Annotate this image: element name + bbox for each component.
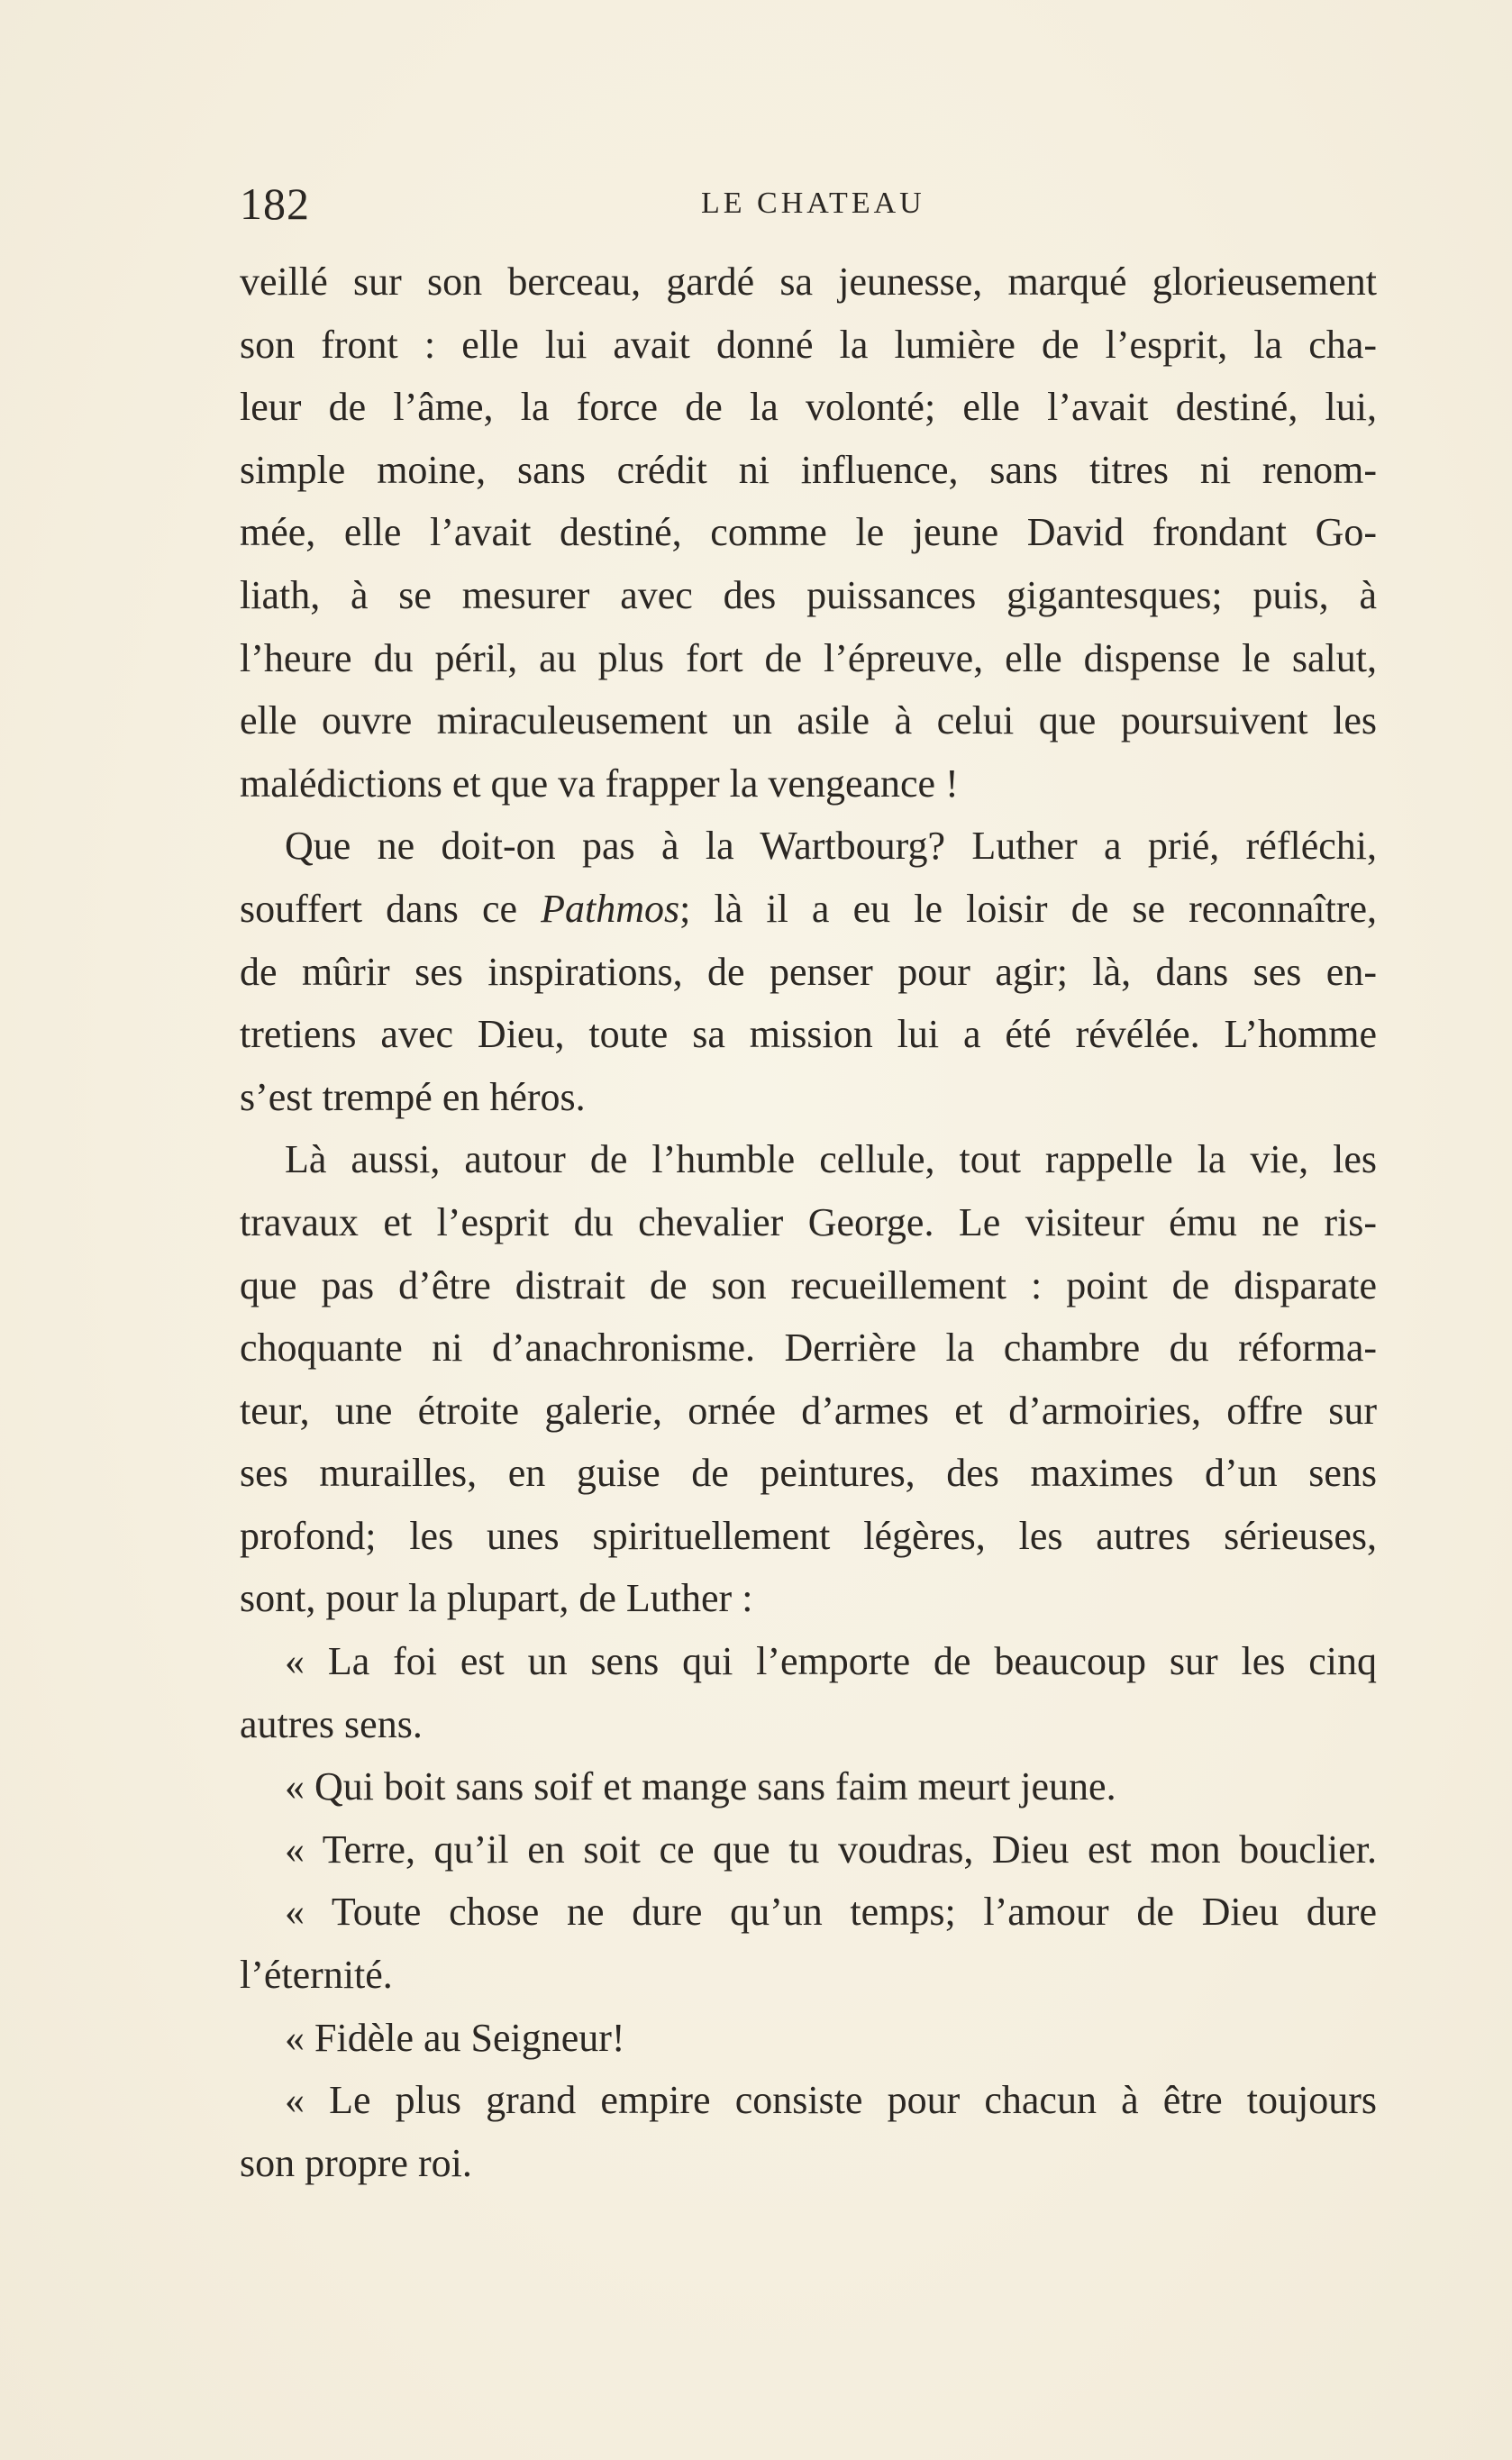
maxim-shield: [240, 1818, 1377, 1881]
text-line: veillé sur son berceau, gardé sa jeunesse, marqué glorieusement: [240, 260, 1377, 304]
text-line: « La foi est un sens qui l’emporte de beaucoup sur les cinq: [285, 1639, 1377, 1684]
text-line: l’heure du péril, au plus fort de l’épreuve, elle dispense le salut,: [240, 635, 1377, 680]
text-line: teur, une étroite galerie, ornée d’armes et d’armoiries, offre sur: [240, 1388, 1377, 1433]
maxim-faith: [240, 1630, 1377, 1755]
italic-word-pathmos: Pathmos: [541, 886, 680, 931]
text-line-with-italic: [240, 878, 1377, 941]
text-line: Que ne doit-on pas à la Wartbourg? Luther a prié, réfléchi,: [285, 824, 1377, 869]
text-line: choquante ni d’anachronisme. Derrière la chambre du réforma-: [240, 1326, 1377, 1371]
text-line: son front : elle lui avait donné la lumière de l’esprit, la cha-: [240, 322, 1377, 367]
text-line: son propre roi.: [240, 2140, 472, 2185]
paragraph-wartbourg: [240, 815, 1377, 1128]
text-line: malédictions et que va frapper la vengeance !: [240, 761, 959, 806]
paragraph-continuation: [240, 251, 1377, 815]
text-line: « Toute chose ne dure qu’un temps; l’amour de Dieu dure: [285, 1890, 1377, 1935]
text-line: mée, elle l’avait destiné, comme le jeune David frondant Go-: [240, 510, 1377, 555]
text-line: tretiens avec Dieu, toute sa mission lui a été révélée. L’homme: [240, 1012, 1377, 1057]
text-line: travaux et l’esprit du chevalier George. Le visiteur ému ne ris-: [240, 1199, 1377, 1244]
text-line: l’éternité.: [240, 1953, 393, 1998]
text-line: leur de l’âme, la force de la volonté; elle l’avait destiné, lui,: [240, 385, 1377, 430]
text-segment: souffert dans ce: [240, 886, 542, 931]
page-header: [240, 177, 1377, 231]
text-line: autres sens.: [240, 1701, 423, 1746]
text-line: s’est trempé en héros.: [240, 1074, 586, 1119]
body-text: [240, 251, 1377, 2194]
text-segment: ; là il a eu le loisir de se reconnaître,: [679, 886, 1377, 931]
text-line: de mûrir ses inspirations, de penser pour agir; là, dans ses en-: [240, 949, 1377, 994]
text-line: ses murailles, en guise de peintures, des maximes d’un sens: [240, 1451, 1377, 1496]
maxim-faithful: [240, 2007, 1377, 2070]
maxim-empire: [240, 2069, 1377, 2194]
text-line: que pas d’être distrait de son recueillement : point de disparate: [240, 1262, 1377, 1307]
maxim-drink: [240, 1755, 1377, 1818]
maxim-eternity: [240, 1881, 1377, 2006]
text-line: « Qui boit sans soif et mange sans faim meurt jeune.: [285, 1764, 1116, 1809]
text-line: simple moine, sans crédit ni influence, sans titres ni renom-: [240, 447, 1377, 492]
text-line: « Terre, qu’il en soit ce que tu voudras, Dieu est mon bouclier.: [285, 1827, 1377, 1872]
text-line: profond; les unes spirituellement légères, les autres sérieuses,: [240, 1513, 1377, 1558]
text-line: sont, pour la plupart, de Luther :: [240, 1576, 753, 1621]
page-number: 182: [240, 178, 310, 229]
text-line: « Fidèle au Seigneur!: [285, 2015, 625, 2060]
text-line: Là aussi, autour de l’humble cellule, tout rappelle la vie, les: [285, 1137, 1377, 1182]
text-line: « Le plus grand empire consiste pour chacun à être toujours: [285, 2078, 1377, 2123]
text-line: liath, à se mesurer avec des puissances gigantesques; puis, à: [240, 572, 1377, 617]
text-line: elle ouvre miraculeusement un asile à celui que poursuivent les: [240, 698, 1377, 743]
running-title: LE CHATEAU: [701, 187, 925, 220]
paragraph-galerie: [240, 1128, 1377, 1630]
